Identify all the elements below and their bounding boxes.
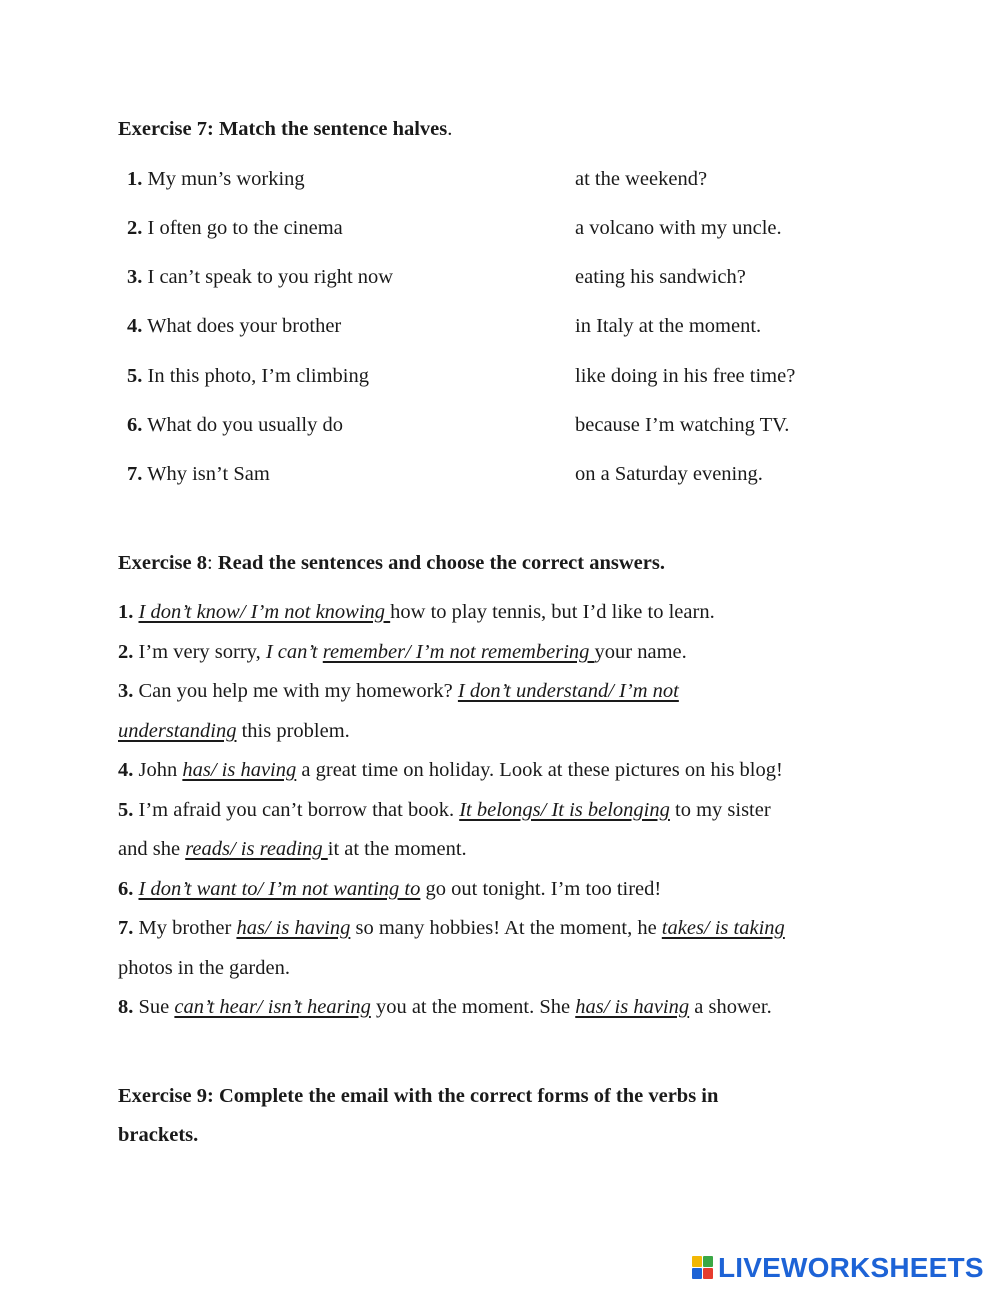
item-number: 5. xyxy=(118,799,134,821)
match-left-2 xyxy=(127,217,343,240)
sentence-text: go out tonight. I’m too tired! xyxy=(420,878,662,900)
sentence-3 xyxy=(118,680,679,703)
logo-square-2 xyxy=(703,1256,713,1267)
item-number: 3. xyxy=(127,266,143,288)
logo-square-4 xyxy=(703,1268,713,1279)
match-right-7[interactable]: on a Saturday evening. xyxy=(575,463,763,485)
answer-choice[interactable]: takes/ is taking xyxy=(661,917,785,939)
exercise-7-title xyxy=(118,118,452,141)
answer-choice[interactable]: has/ is having xyxy=(236,917,351,939)
sentence-text: you at the moment. She xyxy=(370,996,576,1018)
liveworksheets-logo-text: LIVEWORKSHEETS xyxy=(718,1252,984,1283)
item-number: 6. xyxy=(127,414,143,436)
answer-choice[interactable]: has/ is having xyxy=(575,996,690,1018)
sentence-text: to my sister xyxy=(669,799,771,821)
liveworksheets-logo-icon xyxy=(692,1256,713,1280)
item-number: 6. xyxy=(118,878,134,900)
sentence-4 xyxy=(118,759,783,782)
sentence-half: I can’t speak to you right now xyxy=(147,266,394,288)
sentence-half: What do you usually do xyxy=(147,414,344,436)
sentence-half: Why isn’t Sam xyxy=(147,463,270,485)
sentence-text: photos in the garden. xyxy=(118,957,290,979)
sentence-6 xyxy=(118,878,661,901)
match-right-3[interactable]: eating his sandwich? xyxy=(575,266,746,288)
exercise-8-title-label: Exercise 8 xyxy=(118,552,207,574)
match-left-3 xyxy=(127,266,393,289)
sentence-7 xyxy=(118,917,785,940)
sentence-text: John xyxy=(138,759,183,781)
sentence-half: What does your brother xyxy=(147,315,342,337)
item-number: 7. xyxy=(127,463,143,485)
exercise-9-title: Exercise 9: Complete the email with the correct forms of the verbs in xyxy=(118,1085,719,1107)
match-left-1 xyxy=(127,168,305,191)
sentence-3-continued xyxy=(118,720,350,743)
sentence-5 xyxy=(118,799,771,822)
sentence-text: a great time on holiday. Look at these pictures on his blog! xyxy=(296,759,783,781)
sentence-text: how to play tennis, but I’d like to learn. xyxy=(390,601,715,623)
match-right-4[interactable]: in Italy at the moment. xyxy=(575,315,762,337)
item-number: 4. xyxy=(118,759,134,781)
sentence-1 xyxy=(118,601,715,624)
exercise-9-title-continued: brackets. xyxy=(118,1124,199,1146)
item-number: 2. xyxy=(127,217,143,239)
liveworksheets-logo xyxy=(692,1253,984,1283)
sentence-italic-text: I can’t xyxy=(265,641,323,663)
sentence-text: so many hobbies! At the moment, he xyxy=(350,917,662,939)
sentence-5-continued xyxy=(118,838,467,861)
exercise-8-title-colon: : xyxy=(207,552,218,574)
sentence-text: My brother xyxy=(138,917,237,939)
sentence-text: and she xyxy=(118,838,186,860)
item-number: 8. xyxy=(118,996,134,1018)
answer-choice[interactable]: reads/ is reading xyxy=(185,838,328,860)
sentence-text: it at the moment. xyxy=(327,838,467,860)
answer-choice[interactable]: has/ is having xyxy=(182,759,297,781)
sentence-text: a shower. xyxy=(689,996,772,1018)
item-number: 1. xyxy=(127,168,143,190)
item-number: 4. xyxy=(127,315,143,337)
sentence-2 xyxy=(118,641,687,664)
sentence-text: this problem. xyxy=(236,720,350,742)
logo-square-3 xyxy=(692,1268,702,1279)
sentence-text: your name. xyxy=(594,641,687,663)
match-left-6 xyxy=(127,414,343,437)
sentence-half: I often go to the cinema xyxy=(147,217,343,239)
match-left-5 xyxy=(127,365,369,388)
exercise-8-title xyxy=(118,552,665,575)
answer-choice[interactable]: I don’t want to/ I’m not wanting to xyxy=(138,878,421,900)
answer-choice[interactable]: I don’t know/ I’m not knowing xyxy=(138,601,391,623)
sentence-half: My mun’s working xyxy=(147,168,305,190)
match-right-1[interactable]: at the weekend? xyxy=(575,168,708,190)
match-left-4 xyxy=(127,315,341,338)
answer-choice[interactable]: remember/ I’m not remembering xyxy=(322,641,595,663)
match-left-7 xyxy=(127,463,270,486)
item-number: 5. xyxy=(127,365,143,387)
answer-choice[interactable]: understanding xyxy=(118,720,237,742)
sentence-text: I’m very sorry, xyxy=(138,641,266,663)
item-number: 3. xyxy=(118,680,134,702)
sentence-8 xyxy=(118,996,772,1019)
match-right-2[interactable]: a volcano with my uncle. xyxy=(575,217,782,239)
sentence-text: I’m afraid you can’t borrow that book. xyxy=(138,799,460,821)
exercise-7-title-period: . xyxy=(447,118,453,140)
answer-choice[interactable]: I don’t understand/ I’m not xyxy=(457,680,679,702)
item-number: 1. xyxy=(118,601,134,623)
item-number: 2. xyxy=(118,641,134,663)
exercise-7-title-text: Exercise 7: Match the sentence halves xyxy=(118,118,448,140)
sentence-text: Sue xyxy=(138,996,175,1018)
match-right-5[interactable]: like doing in his free time? xyxy=(575,365,796,387)
item-number: 7. xyxy=(118,917,134,939)
sentence-7-continued xyxy=(118,957,290,980)
sentence-text: Can you help me with my homework? xyxy=(138,680,458,702)
sentence-half: In this photo, I’m climbing xyxy=(147,365,369,387)
answer-choice[interactable]: can’t hear/ isn’t hearing xyxy=(174,996,371,1018)
exercise-8-title-instruction: Read the sentences and choose the correct answers. xyxy=(217,552,665,574)
match-right-6[interactable]: because I’m watching TV. xyxy=(575,414,790,436)
answer-choice[interactable]: It belongs/ It is belonging xyxy=(459,799,670,821)
logo-square-1 xyxy=(692,1256,702,1267)
